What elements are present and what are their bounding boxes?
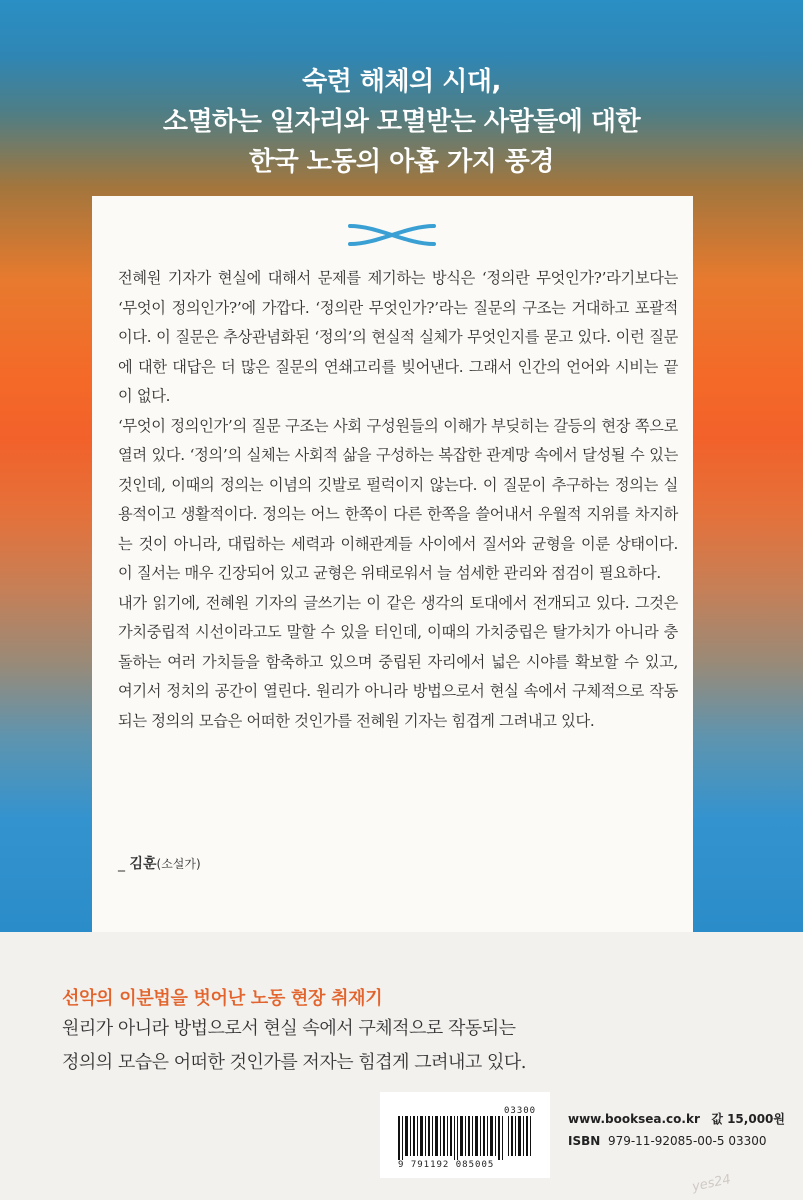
back-cover-bottom bbox=[0, 932, 803, 1200]
isbn-label: ISBN bbox=[568, 1134, 601, 1148]
blurb-line-2: 정의의 모습은 어떠한 것인가를 저자는 힘겹게 그려내고 있다. bbox=[62, 1052, 526, 1073]
back-blurb bbox=[62, 1012, 762, 1080]
isbn-number: 979-11-92085-00-5 03300 bbox=[607, 1134, 767, 1148]
book-price: 값 15,000원 bbox=[711, 1112, 785, 1126]
quote-signature bbox=[118, 853, 201, 873]
quote-paragraph-2: ‘무엇이 정의인가’의 질문 구조는 사회 구성원들의 이해가 부딪히는 갈등의 현장 쪽으로 열려 있다. ‘정의’의 실체는 사회적 삶을 구성하는 복잡한 관계망 속에서 달성될 수 있는 것인데, 이때의 정의는 이념의 깃발로 펄럭이지 않는다. 이 질문이 추구하는 정의는 실용적이고 생활적이다. 정의는 어느 한쪽이 다른 한쪽을 쓸어내서 우월적 지위를 차지하는 것이 아니라, 대립하는 세력과 이해관계들 사이에서 질서와 균형을 이룬 상태이다. 이 질서는 매우 긴장되어 있고 균형은 위태로워서 늘 섬세한 관리와 점검이 필요하다. bbox=[118, 416, 678, 582]
watermark-logo: yes24 bbox=[690, 1172, 733, 1195]
publisher-website: www.booksea.co.kr bbox=[568, 1112, 700, 1126]
publisher-info bbox=[568, 1108, 785, 1152]
headline-line-1: 숙련 해체의 시대, bbox=[302, 67, 501, 97]
cross-ornament-icon bbox=[348, 220, 436, 250]
signature-dash: _ bbox=[118, 856, 130, 872]
back-subtitle: 선악의 이분법을 벗어난 노동 현장 취재기 bbox=[62, 988, 383, 1009]
quote-paragraph-1: 전혜원 기자가 현실에 대해서 문제를 제기하는 방식은 ‘정의란 무엇인가?’라기보다는 ‘무엇이 정의인가?’에 가깝다. ‘정의란 무엇인가?’라는 질문의 구조는 거대하고 포괄적이다. 이 질문은 추상관념화된 ‘정의’의 현실적 실체가 무엇인지를 묻고 있다. 이런 질문에 대한 대답은 더 많은 질문의 연쇄고리를 빚어낸다. 그래서 인간의 언어와 시비는 끝이 없다. bbox=[118, 269, 678, 405]
isbn-barcode bbox=[380, 1092, 550, 1178]
headline-line-3: 한국 노동의 아홉 가지 풍경 bbox=[249, 147, 554, 177]
blurb-line-1: 원리가 아니라 방법으로서 현실 속에서 구체적으로 작동되는 bbox=[62, 1018, 516, 1039]
signature-role: (소설가) bbox=[156, 857, 201, 871]
barcode-bars-icon bbox=[398, 1116, 532, 1160]
cover-headline bbox=[0, 62, 803, 182]
headline-line-2: 소멸하는 일자리와 모멸받는 사람들에 대한 bbox=[162, 107, 641, 137]
barcode-number: 9 791192 085005 bbox=[398, 1160, 495, 1170]
quote-paragraph-3: 내가 읽기에, 전혜원 기자의 글쓰기는 이 같은 생각의 토대에서 전개되고 있다. 그것은 가치중립적 시선이라고도 말할 수 있을 터인데, 이때의 가치중립은 탈가치가 아니라 충돌하는 여러 가치들을 함축하고 있으며 중립된 자리에서 넓은 시야를 확보할 수 있고, 여기서 정치의 공간이 열린다. 원리가 아니라 방법으로서 현실 속에서 구체적으로 작동되는 정의의 모습은 어떠한 것인가를 전혜원 기자는 힘겹게 그려내고 있다. bbox=[118, 593, 678, 730]
quote-text bbox=[118, 264, 678, 736]
signature-name: 김훈 bbox=[129, 856, 157, 872]
barcode-addon-number: 03300 bbox=[504, 1106, 537, 1116]
quote-card bbox=[92, 196, 693, 932]
